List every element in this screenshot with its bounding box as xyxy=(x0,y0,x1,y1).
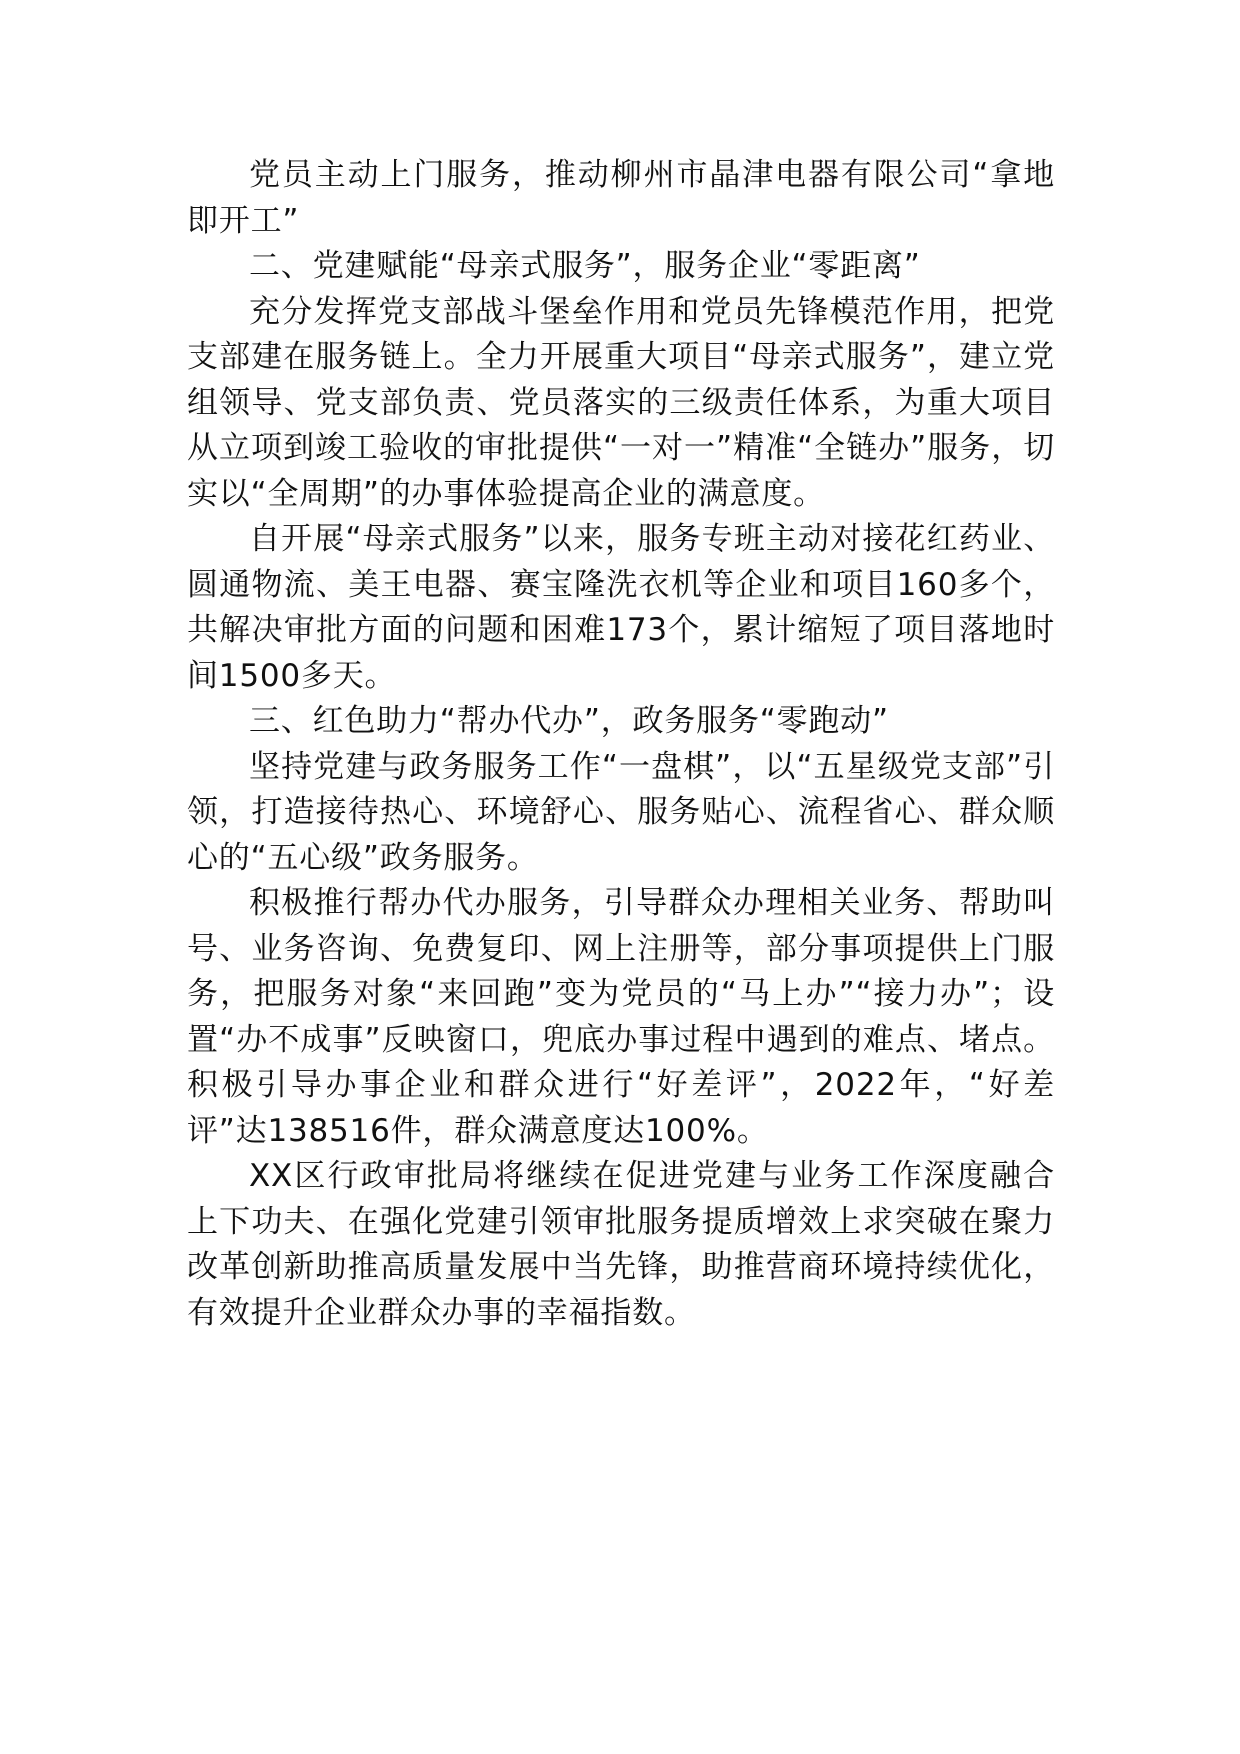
section-heading-two: 二、党建赋能“母亲式服务”，服务企业“零距离” xyxy=(249,248,921,284)
paragraph-mother-service-results: 自开展“母亲式服务”以来，服务专班主动对接花红药业、圆通物流、美王电器、赛宝隆洗衣机等企业和项目160多个，共解决审批方面的问题和困难173个，累计缩短了项目落地时间1500多天。 xyxy=(187,521,1055,694)
paragraph-service-intro: 党员主动上门服务，推动柳州市晶津电器有限公司“拿地即开工” xyxy=(187,157,1055,239)
document-body xyxy=(187,153,1055,1336)
section-heading-three: 三、红色助力“帮办代办”，政务服务“零跑动” xyxy=(249,703,889,739)
paragraph-government-service: 坚持党建与政务服务工作“一盘棋”，以“五星级党支部”引领，打造接待热心、环境舒心、服务贴心、流程省心、群众顺心的“五心级”政务服务。 xyxy=(187,748,1055,876)
paragraph-conclusion: XX区行政审批局将继续在促进党建与业务工作深度融合上下功夫、在强化党建引领审批服务提质增效上求突破在聚力改革创新助推高质量发展中当先锋，助推营商环境持续优化，有效提升企业群众办事的幸福指数。 xyxy=(187,1158,1055,1331)
paragraph-agency-service: 积极推行帮办代办服务，引导群众办理相关业务、帮助叫号、业务咨询、免费复印、网上注册等，部分事项提供上门服务，把服务对象“来回跑”变为党员的“马上办”“接力办”；设置“办不成事”反映窗口，兜底办事过程中遇到的难点、堵点。积极引导办事企业和群众进行“好差评”，2022年，“好差评”达138516件，群众满意度达100%。 xyxy=(187,885,1055,1149)
paragraph-party-branch: 充分发挥党支部战斗堡垒作用和党员先锋模范作用，把党支部建在服务链上。全力开展重大项目“母亲式服务”，建立党组领导、党支部负责、党员落实的三级责任体系，为重大项目从立项到竣工验收的审批提供“一对一”精准“全链办”服务，切实以“全周期”的办事体验提高企业的满意度。 xyxy=(187,293,1055,512)
